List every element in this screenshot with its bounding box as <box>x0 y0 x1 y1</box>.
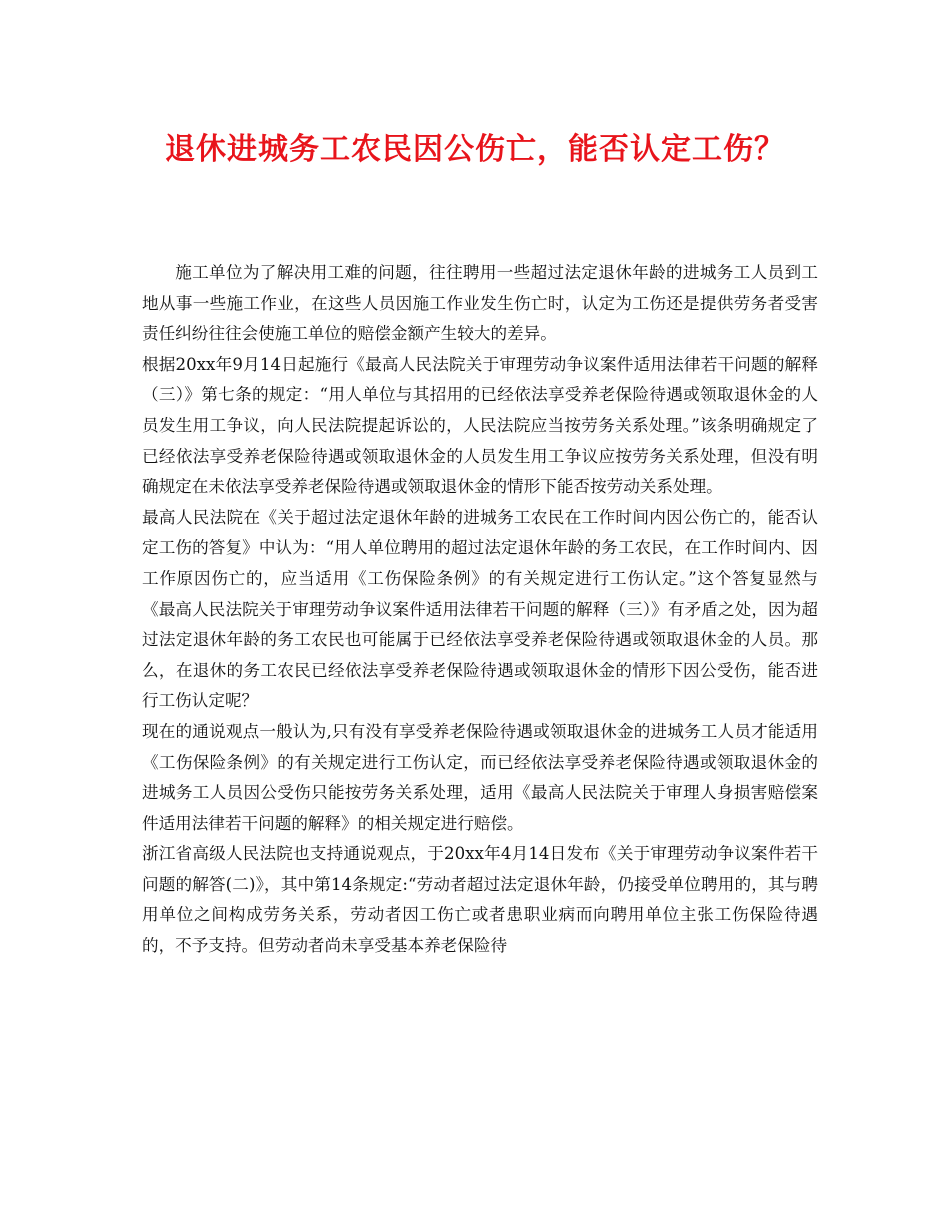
paragraph-mainstream-view: 现在的通说观点一般认为,只有没有享受养老保险待遇或领取退休金的进城务工人员才能适用《工伤保险条例》的有关规定进行工伤认定，而已经依法享受养老保险待遇或领取退休金的进城务工人员因公受伤只能按劳务关系处理，适用《最高人民法院关于审理人身损害赔偿案件适用法律若干问题的解释》的相关规定进行赔偿。 <box>142 721 818 833</box>
document-title: 退休进城务工农民因公伤亡，能否认定工伤？ <box>165 132 785 167</box>
paragraph-supreme-court-reply: 最高人民法院在《关于超过法定退休年龄的进城务工农民在工作时间内因公伤亡的，能否认定工伤的答复》中认为：“用人单位聘用的超过法定退休年龄的务工农民，在工作时间内、因工作原因伤亡的，应当适用《工伤保险条例》的有关规定进行工伤认定。”这个答复显然与《最高人民法院关于审理劳动争议案件适用法律若干问题的解释（三）》有矛盾之处，因为超过法定退休年龄的务工农民也可能属于已经依法享受养老保险待遇或领取退休金的人员。那么，在退休的务工农民已经依法享受养老保险待遇或领取退休金的情形下因公受伤，能否进行工伤认定呢？ <box>142 507 818 711</box>
document-body <box>142 258 818 962</box>
paragraph-intro: 施工单位为了解决用工难的问题，往往聘用一些超过法定退休年龄的进城务工人员到工地从事一些施工作业，在这些人员因施工作业发生伤亡时，认定为工伤还是提供劳务者受害责任纠纷往往会使施工单位的赔偿金额产生较大的差异。 <box>142 263 818 344</box>
paragraph-interpretation-three: 根据20xx年9月14日起施行《最高人民法院关于审理劳动争议案件适用法律若干问题的解释（三）》第七条的规定：“用人单位与其招用的已经依法享受养老保险待遇或领取退休金的人员发生用工争议，向人民法院提起诉讼的，人民法院应当按劳务关系处理。”该条明确规定了已经依法享受养老保险待遇或领取退休金的人员发生用工争议应按劳务关系处理，但没有明确规定在未依法享受养老保险待遇或领取退休金的情形下能否按劳动关系处理。 <box>142 354 818 497</box>
paragraph-zhejiang-court: 浙江省高级人民法院也支持通说观点，于20xx年4月14日发布《关于审理劳动争议案件若干问题的解答(二)》，其中第14条规定:“劳动者超过法定退休年龄，仍接受单位聘用的，其与聘用单位之间构成劳务关系，劳动者因工伤亡或者患职业病而向聘用单位主张工伤保险待遇的，不予支持。但劳动者尚未享受基本养老保险待 <box>142 844 818 956</box>
